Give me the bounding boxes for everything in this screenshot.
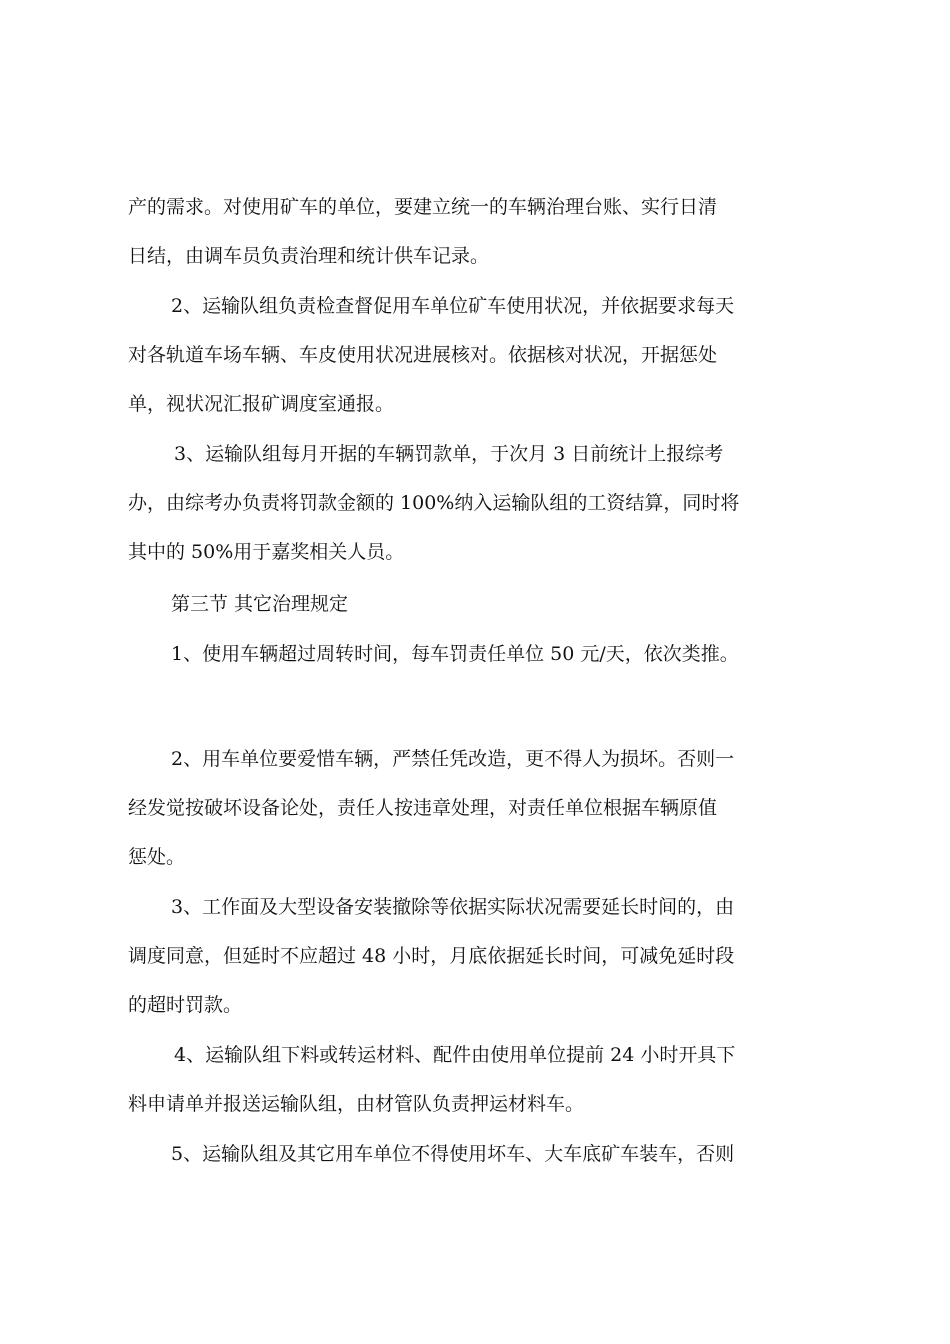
text-line: 4、运输队组下料或转运材料、配件由使用单位提前 24 小时开具下	[174, 1044, 736, 1066]
text-line: 料申请单并报送运输队组，由材管队负责押运材料车。	[128, 1093, 585, 1115]
text-line: 办，由综考办负责将罚款金额的 100%纳入运输队组的工资结算，同时将	[128, 492, 740, 514]
section-heading	[128, 580, 838, 629]
text-line: 第三节 其它治理规定	[171, 593, 349, 615]
paragraph-intro	[128, 183, 838, 281]
text-line: 日结，由调车员负责治理和统计供车记录。	[128, 245, 490, 267]
paragraph-item-2	[128, 282, 838, 429]
text-line: 1、使用车辆超过周转时间，每车罚责任单位 50 元/天，依次类推。	[171, 643, 739, 665]
text-line: 单，视状况汇报矿调度室通报。	[128, 393, 395, 415]
paragraph-rule-4	[128, 1031, 838, 1129]
text-line: 3、工作面及大型设备安装撤除等依据实际状况需要延长时间的，由	[171, 896, 735, 918]
text-line: 经发觉按破坏设备论处，责任人按违章处理，对责任单位根据车辆原值	[128, 797, 718, 819]
paragraph-rule-5	[128, 1130, 838, 1179]
text-line: 的超时罚款。	[128, 994, 243, 1016]
paragraph-rule-2	[128, 735, 838, 882]
paragraph-rule-1	[128, 630, 838, 679]
text-line: 3、运输队组每月开据的车辆罚款单，于次月 3 日前统计上报综考	[174, 443, 724, 465]
text-line: 惩处。	[128, 846, 186, 868]
text-line: 产的需求。对使用矿车的单位，要建立统一的车辆治理台账、实行日清	[128, 196, 718, 218]
text-line: 2、运输队组负责检查督促用车单位矿车使用状况，并依据要求每天	[171, 295, 735, 317]
paragraph-rule-3	[128, 883, 838, 1030]
text-line: 2、用车单位要爱惜车辆，严禁任凭改造，更不得人为损坏。否则一	[171, 748, 735, 770]
text-line: 5、运输队组及其它用车单位不得使用坏车、大车底矿车装车，否则	[171, 1143, 735, 1165]
text-line: 对各轨道车场车辆、车皮使用状况进展核对。依据核对状况，开据惩处	[128, 344, 718, 366]
text-line: 其中的 50%用于嘉奖相关人员。	[128, 541, 405, 563]
text-line: 调度同意，但延时不应超过 48 小时，月底依据延长时间，可减免延时段	[128, 945, 735, 967]
paragraph-item-3	[128, 430, 838, 577]
